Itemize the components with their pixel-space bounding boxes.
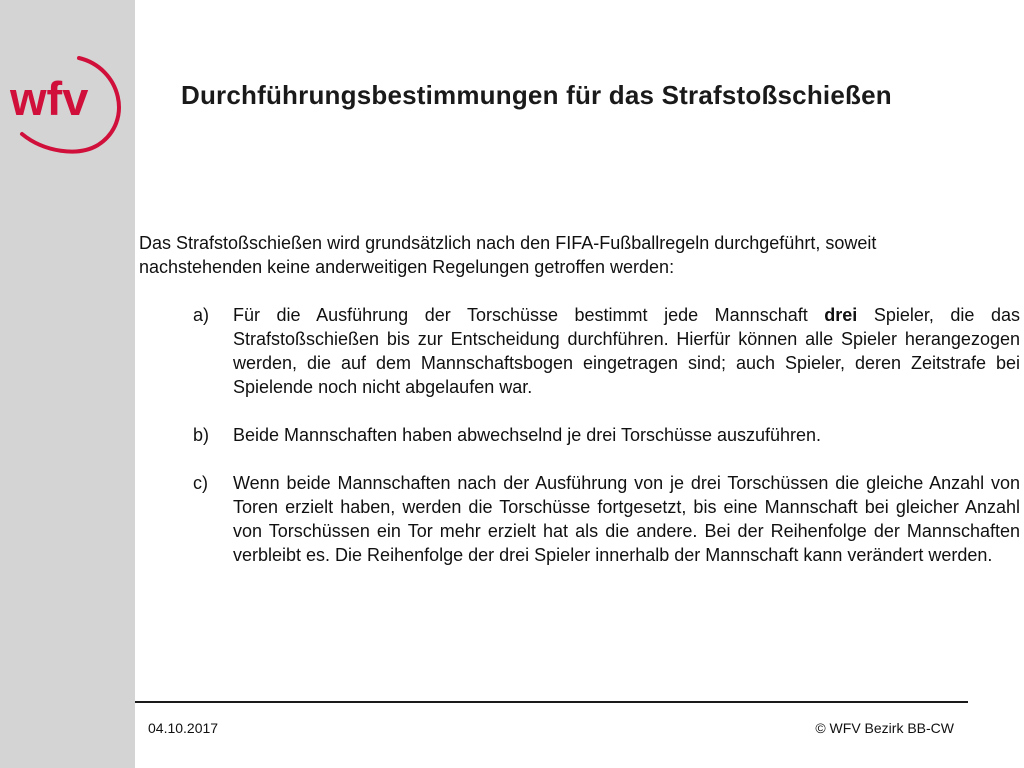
list-marker-c: c) xyxy=(193,473,208,493)
logo-text: wfv xyxy=(10,72,89,125)
list-text-b: Beide Mannschaften haben abwechselnd je drei Torschüsse auszuführen. xyxy=(233,425,822,445)
footer-date: 04.10.2017 xyxy=(148,720,219,736)
list-marker-b: b) xyxy=(193,425,210,445)
list-marker-a: a) xyxy=(193,305,210,325)
list-text-a-bold: drei xyxy=(824,305,858,325)
footer-copyright: © WFV Bezirk BB-CW xyxy=(815,720,954,736)
wfv-logo-graphic xyxy=(0,48,135,158)
list-item-c xyxy=(193,471,1020,567)
list-item-b xyxy=(193,423,1020,447)
sidebar xyxy=(0,0,135,768)
list-text-a xyxy=(233,303,1020,399)
list-text-a-part1: Für die Ausführung der Torschüsse bestimmt jede Mannschaft xyxy=(233,305,825,325)
list-text-a-part2: Spieler, die das Strafstoßschießen bis zur Entscheidung durchführen. Hierfür können alle Spieler herangezogen werden, die auf dem Mannschaftsbogen eingetragen sind; auch Spieler, deren Zeitstrafe bei Spielende noch nicht abgelaufen war. xyxy=(233,305,1020,397)
wfv-logo xyxy=(0,48,135,158)
footer-divider xyxy=(135,701,968,703)
list-text-c: Wenn beide Mannschaften nach der Ausführung von je drei Torschüssen die gleiche Anzahl von Toren erzielt haben, werden die Torschüsse fortgesetzt, bis eine Mannschaft bei gleicher Anzahl von Torschüssen ein Tor mehr erzielt hat als die andere. Bei der Reihenfolge der Mannschaften verbleibt es. Die Reihenfolge der drei Spieler innerhalb der Mannschaft kann verändert werden. xyxy=(233,473,1020,565)
intro-paragraph: Das Strafstoßschießen wird grundsätzlich nach den FIFA-Fußballregeln durchgeführt, soweit nachstehenden keine anderweitigen Regelungen getroffen werden: xyxy=(139,233,877,277)
list-item-a xyxy=(193,303,1020,399)
page-title: Durchführungsbestimmungen für das Strafstoßschießen xyxy=(181,80,892,110)
